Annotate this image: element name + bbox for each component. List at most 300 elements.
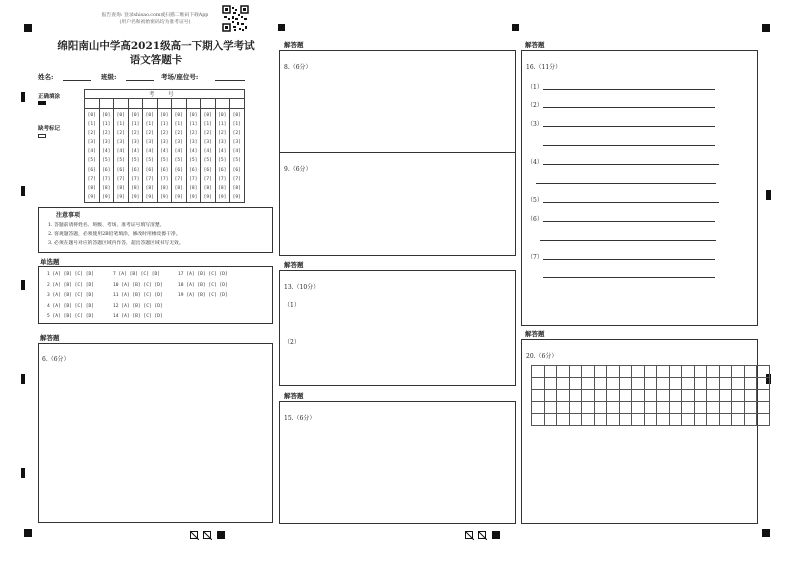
id-digit-column[interactable] <box>114 109 129 203</box>
name-field[interactable] <box>63 80 91 81</box>
grid-cell[interactable] <box>557 366 570 378</box>
registration-mark <box>762 24 770 32</box>
id-digit-bubble[interactable]: [4] <box>189 149 198 155</box>
grid-cell[interactable] <box>644 414 657 426</box>
grid-cell[interactable] <box>544 390 557 402</box>
id-digit-bubble[interactable]: [8] <box>160 185 169 191</box>
mc-question-row[interactable]: 7 [A] [B] [C] [D] <box>113 272 161 277</box>
grid-cell[interactable] <box>532 390 545 402</box>
grid-cell[interactable] <box>619 366 632 378</box>
grid-cell[interactable] <box>582 390 595 402</box>
registration-mark <box>766 190 771 200</box>
grid-cell[interactable] <box>732 378 745 390</box>
grid-cell[interactable] <box>732 402 745 414</box>
grid-cell[interactable] <box>532 378 545 390</box>
id-digit-bubble[interactable]: [0] <box>218 113 227 118</box>
grid-cell[interactable] <box>757 414 770 426</box>
question-label-q16: 16.（11分） <box>526 64 562 71</box>
id-digit-bubble[interactable]: [7] <box>131 176 140 182</box>
grid-cell[interactable] <box>607 378 620 390</box>
id-digit-bubble[interactable]: [1] <box>102 122 111 128</box>
id-digit-bubble[interactable]: [4] <box>116 149 125 155</box>
question-label-q20: 20.（6分） <box>526 353 558 360</box>
id-digit-bubble[interactable]: [9] <box>174 194 183 200</box>
id-digit-bubble[interactable]: [1] <box>160 122 169 128</box>
question-label-q13-2: （2） <box>284 339 300 346</box>
id-digit-bubble[interactable]: [7] <box>174 176 183 182</box>
grid-cell[interactable] <box>582 378 595 390</box>
id-digit-bubble[interactable]: [7] <box>116 176 125 182</box>
id-digit-bubble[interactable]: [4] <box>87 149 96 155</box>
grid-cell[interactable] <box>619 378 632 390</box>
grid-cell[interactable] <box>707 378 720 390</box>
id-digit-column[interactable] <box>143 109 158 203</box>
id-digit-bubble[interactable]: [5] <box>174 158 183 164</box>
grid-cell[interactable] <box>619 414 632 426</box>
id-digit-bubble[interactable]: [3] <box>189 140 198 146</box>
id-digit-bubble[interactable]: [1] <box>203 122 212 128</box>
id-digit-bubble[interactable]: [9] <box>189 194 198 200</box>
id-digit-bubble[interactable]: [8] <box>203 185 212 191</box>
id-digit-bubble[interactable]: [1] <box>174 122 183 128</box>
q16-part-label: （4） <box>527 159 543 166</box>
grid-cell[interactable] <box>582 402 595 414</box>
id-digit-bubble[interactable]: [1] <box>87 122 96 128</box>
exam-title: 绵阳南山中学高2021级高一下期入学考试 <box>57 40 255 52</box>
grid-cell[interactable] <box>682 390 695 402</box>
id-digit-bubble[interactable]: [5] <box>145 158 154 164</box>
id-digit-bubble[interactable]: [1] <box>189 122 198 128</box>
id-digit-bubble[interactable]: [1] <box>131 122 140 128</box>
id-write-cell[interactable] <box>186 99 201 109</box>
id-digit-bubble[interactable]: [6] <box>232 167 241 173</box>
id-digit-bubble[interactable]: [6] <box>218 167 227 173</box>
id-digit-bubble[interactable]: [2] <box>174 131 183 137</box>
scan-marker <box>465 531 473 539</box>
grid-cell[interactable] <box>744 366 757 378</box>
grid-cell[interactable] <box>594 402 607 414</box>
grid-cell[interactable] <box>732 366 745 378</box>
answer-section-title: 解答题 <box>525 330 545 338</box>
grid-cell[interactable] <box>569 414 582 426</box>
id-digit-bubble[interactable]: [6] <box>87 167 96 173</box>
id-digit-bubble[interactable]: [1] <box>145 122 154 128</box>
question-label-q13-1: （1） <box>284 302 300 309</box>
id-digit-bubble[interactable]: [4] <box>203 149 212 155</box>
answer-line[interactable] <box>543 277 715 278</box>
id-digit-bubble[interactable]: [2] <box>189 131 198 137</box>
id-digit-bubble[interactable]: [4] <box>232 149 241 155</box>
id-digit-bubble[interactable]: [5] <box>131 158 140 164</box>
id-digit-bubble[interactable]: [2] <box>218 131 227 137</box>
id-digit-bubble[interactable]: [0] <box>116 113 125 118</box>
id-digit-bubble[interactable]: [5] <box>203 158 212 164</box>
id-digit-bubble[interactable]: [9] <box>218 194 227 200</box>
grid-cell[interactable] <box>657 414 670 426</box>
grid-cell[interactable] <box>619 390 632 402</box>
grid-cell[interactable] <box>632 390 645 402</box>
id-digit-bubble[interactable]: [1] <box>116 122 125 128</box>
id-digit-bubble[interactable]: [7] <box>189 176 198 182</box>
grid-cell[interactable] <box>594 378 607 390</box>
id-digit-bubble[interactable]: [5] <box>102 158 111 164</box>
id-digit-bubble[interactable]: [6] <box>174 167 183 173</box>
grid-cell[interactable] <box>757 390 770 402</box>
mc-question-row[interactable]: 3 [A] [B] [C] [D] <box>47 293 95 298</box>
answer-line[interactable] <box>543 164 719 165</box>
grid-cell[interactable] <box>657 390 670 402</box>
mc-question-row[interactable]: 18 [A] [B] [C] [D] <box>178 282 228 288</box>
id-digit-bubble[interactable]: [2] <box>116 131 125 137</box>
answer-line[interactable] <box>536 183 716 184</box>
grid-cell[interactable] <box>632 402 645 414</box>
grid-cell[interactable] <box>544 402 557 414</box>
grid-cell[interactable] <box>632 366 645 378</box>
grid-cell[interactable] <box>732 390 745 402</box>
grid-cell[interactable] <box>732 414 745 426</box>
id-digit-bubble[interactable]: [6] <box>189 167 198 173</box>
grid-cell[interactable] <box>694 414 707 426</box>
id-digit-bubble[interactable]: [3] <box>116 140 125 146</box>
id-digit-bubble[interactable]: [3] <box>160 140 169 146</box>
q16-part-label: （7） <box>527 254 543 261</box>
report-notice: 报告查询: 登录shisao.com或扫描二维码下载App <box>101 13 209 18</box>
q16-part-label: （3） <box>527 121 543 128</box>
grid-cell[interactable] <box>707 402 720 414</box>
answer-line[interactable] <box>543 259 715 260</box>
grid-cell[interactable] <box>532 366 545 378</box>
id-digit-bubble[interactable]: [5] <box>218 158 227 164</box>
mc-section-title: 单选题 <box>40 258 60 266</box>
id-digit-bubble[interactable]: [0] <box>203 113 212 118</box>
class-label: 班级: <box>101 73 117 81</box>
grid-cell[interactable] <box>607 366 620 378</box>
grid-cell[interactable] <box>557 390 570 402</box>
grid-cell[interactable] <box>632 414 645 426</box>
id-digit-bubble[interactable]: [1] <box>218 122 227 128</box>
absent-mark-checkbox[interactable] <box>38 134 46 138</box>
id-digit-bubble[interactable]: [9] <box>116 194 125 200</box>
grid-cell[interactable] <box>644 366 657 378</box>
grid-cell[interactable] <box>532 414 545 426</box>
id-digit-bubble[interactable]: [7] <box>203 176 212 182</box>
grid-cell[interactable] <box>694 390 707 402</box>
notes-item: 3. 必须在题号对应的答题区域内作答，超出答题区域书写无效。 <box>48 241 184 246</box>
id-digit-bubble[interactable]: [4] <box>160 149 169 155</box>
id-digit-bubble[interactable]: [0] <box>160 113 169 118</box>
id-digit-bubble[interactable]: [8] <box>232 185 241 191</box>
id-digit-bubble[interactable]: [0] <box>189 113 198 118</box>
q16-part-label: （6） <box>527 216 543 223</box>
grid-cell[interactable] <box>744 390 757 402</box>
grid-cell[interactable] <box>682 402 695 414</box>
id-digit-bubble[interactable]: [4] <box>218 149 227 155</box>
grid-cell[interactable] <box>569 402 582 414</box>
answer-section-title: 解答题 <box>284 392 304 400</box>
id-digit-bubble[interactable]: [5] <box>116 158 125 164</box>
grid-cell[interactable] <box>757 378 770 390</box>
grid-cell[interactable] <box>657 402 670 414</box>
mc-question-row[interactable]: 5 [A] [B] [C] [D] <box>47 314 95 319</box>
correct-fill-sample <box>38 101 46 105</box>
id-digit-bubble[interactable]: [8] <box>174 185 183 191</box>
grid-cell[interactable] <box>719 378 732 390</box>
id-digit-bubble[interactable]: [8] <box>145 185 154 191</box>
id-digit-bubble[interactable]: [6] <box>102 167 111 173</box>
grid-cell[interactable] <box>682 378 695 390</box>
id-digit-bubble[interactable]: [5] <box>189 158 198 164</box>
id-digit-bubble[interactable]: [2] <box>160 131 169 137</box>
id-digit-column[interactable] <box>186 109 201 203</box>
grid-cell[interactable] <box>707 366 720 378</box>
grid-cell[interactable] <box>719 414 732 426</box>
grid-cell[interactable] <box>669 378 682 390</box>
grid-cell[interactable] <box>744 414 757 426</box>
id-digit-column[interactable] <box>215 109 230 203</box>
mc-question-row[interactable]: 10 [A] [B] [C] [D] <box>113 282 163 288</box>
grid-cell[interactable] <box>669 414 682 426</box>
answer-line[interactable] <box>543 202 719 203</box>
student-id-grid <box>84 89 245 203</box>
id-digit-bubble[interactable]: [5] <box>232 158 241 164</box>
grid-cell[interactable] <box>569 378 582 390</box>
grid-cell[interactable] <box>557 378 570 390</box>
grid-cell[interactable] <box>694 402 707 414</box>
id-digit-bubble[interactable]: [7] <box>232 176 241 182</box>
grid-cell[interactable] <box>694 366 707 378</box>
registration-mark <box>24 529 32 537</box>
id-digit-bubble[interactable]: [8] <box>87 185 96 191</box>
grid-cell[interactable] <box>532 402 545 414</box>
answer-line[interactable] <box>543 145 715 146</box>
id-digit-bubble[interactable]: [0] <box>145 113 154 118</box>
grid-cell[interactable] <box>707 390 720 402</box>
id-digit-bubble[interactable]: [7] <box>160 176 169 182</box>
id-digit-bubble[interactable]: [4] <box>131 149 140 155</box>
timing-mark <box>21 374 25 384</box>
id-digit-column[interactable] <box>99 109 114 203</box>
scan-marker <box>217 531 225 539</box>
grid-cell[interactable] <box>607 414 620 426</box>
id-digit-bubble[interactable]: [0] <box>102 113 111 118</box>
class-field[interactable] <box>126 80 154 81</box>
grid-cell[interactable] <box>607 402 620 414</box>
answer-box-q16[interactable] <box>521 50 758 326</box>
grid-cell[interactable] <box>644 402 657 414</box>
mc-question-row[interactable]: 4 [A] [B] [C] [D] <box>47 303 95 309</box>
id-digit-bubble[interactable]: [9] <box>145 194 154 200</box>
grid-cell[interactable] <box>757 402 770 414</box>
grid-cell[interactable] <box>682 414 695 426</box>
id-digit-column[interactable] <box>85 109 100 203</box>
timing-mark <box>21 468 25 478</box>
id-digit-bubble[interactable]: [2] <box>131 131 140 137</box>
id-digit-bubble[interactable]: [6] <box>131 167 140 173</box>
id-write-cell[interactable] <box>128 99 143 109</box>
grid-cell[interactable] <box>669 402 682 414</box>
id-digit-bubble[interactable]: [2] <box>203 131 212 137</box>
id-digit-bubble[interactable]: [0] <box>174 113 183 118</box>
registration-mark <box>762 529 770 537</box>
registration-mark <box>278 24 285 31</box>
id-digit-bubble[interactable]: [3] <box>102 140 111 146</box>
grid-cell[interactable] <box>757 366 770 378</box>
q16-part-label: （5） <box>527 197 543 204</box>
id-digit-bubble[interactable]: [4] <box>145 149 154 155</box>
grid-cell[interactable] <box>644 378 657 390</box>
answer-line[interactable] <box>543 107 715 108</box>
id-digit-bubble[interactable]: [9] <box>131 194 140 200</box>
id-digit-bubble[interactable]: [3] <box>87 140 96 146</box>
question-label-q13: 13.（10分） <box>284 284 320 291</box>
id-digit-bubble[interactable]: [9] <box>102 194 111 200</box>
grid-cell[interactable] <box>682 366 695 378</box>
id-digit-bubble[interactable]: [4] <box>174 149 183 155</box>
id-digit-column[interactable] <box>157 109 172 203</box>
q16-part-label: （1） <box>527 84 543 91</box>
id-digit-bubble[interactable]: [8] <box>189 185 198 191</box>
id-digit-bubble[interactable]: [3] <box>203 140 212 146</box>
id-digit-bubble[interactable]: [8] <box>102 185 111 191</box>
mc-question-row[interactable]: 12 [A] [B] [C] [D] <box>113 303 163 309</box>
id-digit-bubble[interactable]: [9] <box>232 194 241 200</box>
id-write-cell[interactable] <box>85 99 100 109</box>
id-write-cell[interactable] <box>114 99 129 109</box>
grid-cell[interactable] <box>644 390 657 402</box>
registration-mark <box>512 24 519 31</box>
student-id-header: 考 号 <box>85 90 245 99</box>
id-digit-bubble[interactable]: [3] <box>218 140 227 146</box>
id-digit-column[interactable] <box>128 109 143 203</box>
grid-cell[interactable] <box>544 414 557 426</box>
id-write-cell[interactable] <box>215 99 230 109</box>
id-digit-bubble[interactable]: [0] <box>232 113 241 118</box>
id-digit-bubble[interactable]: [0] <box>87 113 96 118</box>
grid-cell[interactable] <box>569 390 582 402</box>
id-digit-bubble[interactable]: [1] <box>232 122 241 128</box>
id-write-cell[interactable] <box>230 99 245 109</box>
timing-mark <box>21 280 25 290</box>
answer-box-q8-q9[interactable] <box>279 50 516 256</box>
id-digit-bubble[interactable]: [2] <box>145 131 154 137</box>
grid-cell[interactable] <box>582 414 595 426</box>
id-digit-bubble[interactable]: [7] <box>145 176 154 182</box>
id-digit-bubble[interactable]: [2] <box>87 131 96 137</box>
question-label-q15: 15.（6分） <box>284 415 316 422</box>
id-digit-bubble[interactable]: [2] <box>102 131 111 137</box>
answer-box-q6[interactable] <box>38 343 273 523</box>
exam-subtitle: 语文答题卡 <box>129 54 183 66</box>
grid-cell[interactable] <box>607 390 620 402</box>
id-write-cell[interactable] <box>143 99 158 109</box>
id-digit-bubble[interactable]: [7] <box>87 176 96 182</box>
mc-question-row[interactable]: 1 [A] [B] [C] [D] <box>47 272 95 277</box>
mc-question-row[interactable]: 17 [A] [B] [C] [D] <box>178 272 228 277</box>
id-write-cell[interactable] <box>99 99 114 109</box>
id-digit-bubble[interactable]: [6] <box>145 167 154 173</box>
id-write-cell[interactable] <box>201 99 216 109</box>
id-digit-bubble[interactable]: [4] <box>102 149 111 155</box>
id-digit-bubble[interactable]: [7] <box>218 176 227 182</box>
divider <box>279 152 516 153</box>
id-digit-bubble[interactable]: [6] <box>203 167 212 173</box>
grid-cell[interactable] <box>619 402 632 414</box>
id-digit-bubble[interactable]: [8] <box>116 185 125 191</box>
grid-cell[interactable] <box>544 378 557 390</box>
grid-cell[interactable] <box>744 378 757 390</box>
id-digit-bubble[interactable]: [5] <box>160 158 169 164</box>
scan-marker <box>203 531 211 539</box>
grid-cell[interactable] <box>582 366 595 378</box>
grid-cell[interactable] <box>719 390 732 402</box>
mc-question-row[interactable]: 19 [A] [B] [C] [D] <box>178 293 228 298</box>
grid-cell[interactable] <box>594 366 607 378</box>
answer-line[interactable] <box>543 89 715 90</box>
notes-item: 2. 客观题答题，必须使用2B铅笔填涂，修改时用橡皮擦干净。 <box>48 232 181 237</box>
id-digit-bubble[interactable]: [9] <box>203 194 212 200</box>
room-seat-field[interactable] <box>215 80 245 81</box>
timing-mark <box>21 92 25 102</box>
grid-cell[interactable] <box>669 390 682 402</box>
id-digit-column[interactable] <box>230 109 245 203</box>
mc-question-row[interactable]: 11 [A] [B] [C] [D] <box>113 293 163 298</box>
notes-title: 注意事项 <box>56 212 81 219</box>
grid-cell[interactable] <box>594 390 607 402</box>
id-write-cell[interactable] <box>172 99 187 109</box>
answer-line[interactable] <box>540 240 716 241</box>
grid-cell[interactable] <box>707 414 720 426</box>
grid-cell[interactable] <box>557 414 570 426</box>
id-digit-column[interactable] <box>172 109 187 203</box>
answer-section-title: 解答题 <box>525 41 545 49</box>
grid-cell[interactable] <box>657 366 670 378</box>
answer-line[interactable] <box>543 221 715 222</box>
id-digit-bubble[interactable]: [6] <box>160 167 169 173</box>
grid-cell[interactable] <box>657 378 670 390</box>
id-digit-bubble[interactable]: [5] <box>87 158 96 164</box>
id-digit-bubble[interactable]: [2] <box>232 131 241 137</box>
grid-cell[interactable] <box>744 402 757 414</box>
grid-cell[interactable] <box>632 378 645 390</box>
grid-cell[interactable] <box>694 378 707 390</box>
mc-question-row[interactable]: 14 [A] [B] [C] [D] <box>113 314 163 319</box>
id-write-cell[interactable] <box>157 99 172 109</box>
grid-cell[interactable] <box>719 366 732 378</box>
id-digit-bubble[interactable]: [0] <box>131 113 140 118</box>
id-digit-bubble[interactable]: [3] <box>145 140 154 146</box>
id-digit-bubble[interactable]: [6] <box>116 167 125 173</box>
id-digit-bubble[interactable]: [3] <box>232 140 241 146</box>
grid-cell[interactable] <box>669 366 682 378</box>
answer-section-title: 解答题 <box>284 261 304 269</box>
id-digit-bubble[interactable]: [9] <box>87 194 96 200</box>
grid-cell[interactable] <box>719 402 732 414</box>
id-digit-column[interactable] <box>201 109 216 203</box>
id-digit-bubble[interactable]: [8] <box>218 185 227 191</box>
id-digit-bubble[interactable]: [7] <box>102 176 111 182</box>
composition-grid[interactable] <box>531 365 770 426</box>
grid-cell[interactable] <box>557 402 570 414</box>
id-digit-bubble[interactable]: [9] <box>160 194 169 200</box>
grid-cell[interactable] <box>544 366 557 378</box>
id-digit-bubble[interactable]: [3] <box>131 140 140 146</box>
answer-line[interactable] <box>543 126 715 127</box>
grid-cell[interactable] <box>569 366 582 378</box>
mc-question-row[interactable]: 2 [A] [B] [C] [D] <box>47 282 95 288</box>
id-digit-bubble[interactable]: [3] <box>174 140 183 146</box>
id-digit-bubble[interactable]: [8] <box>131 185 140 191</box>
grid-cell[interactable] <box>594 414 607 426</box>
